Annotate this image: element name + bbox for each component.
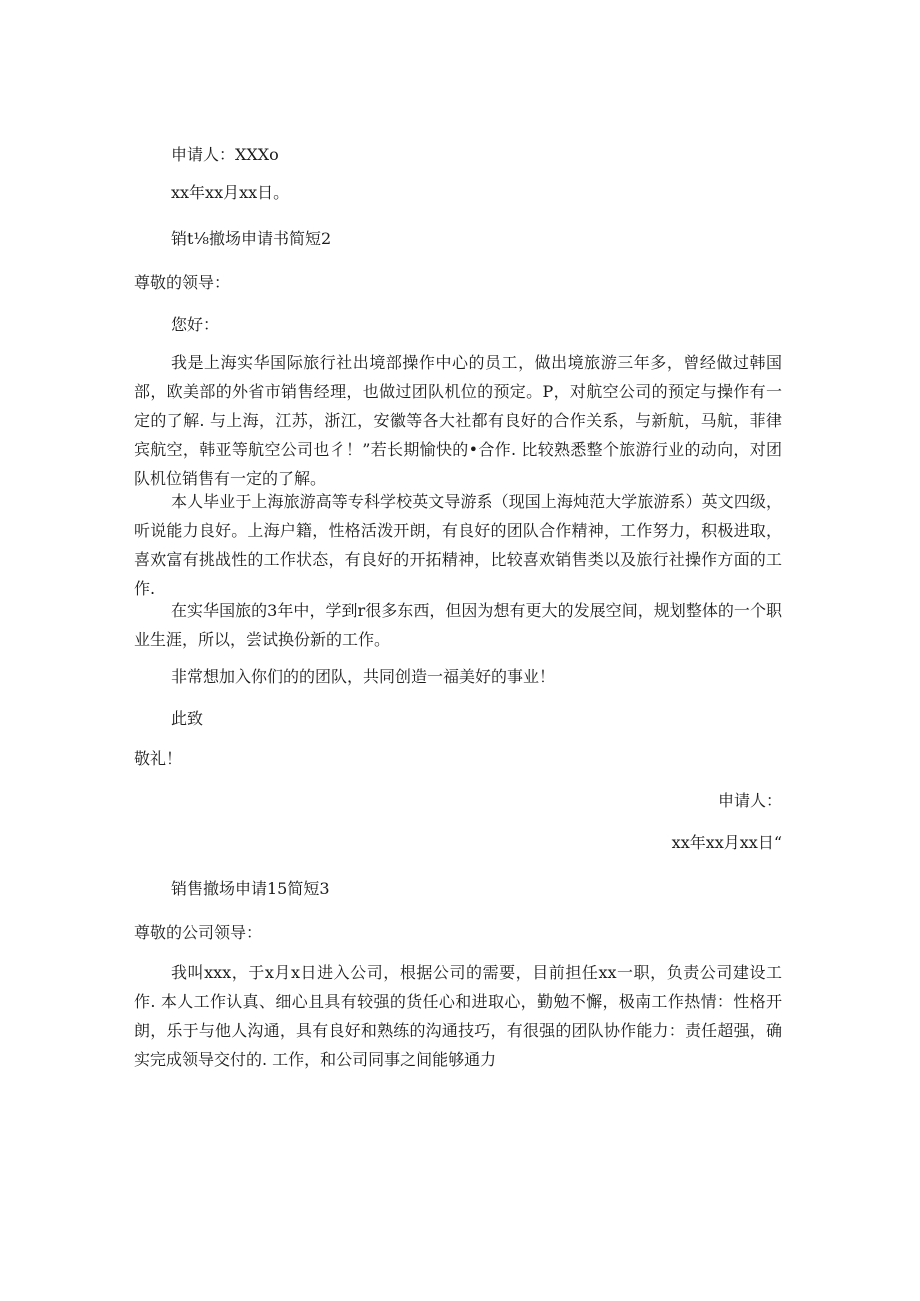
- letter2-closing-1: 此致: [171, 709, 204, 728]
- letter2-paragraph-2: 本人毕业于上海旅游高等专科学校英文导游系（现国上海炖范大学旅游系）英文四级，听说能力良好。上海户籍，性格活泼开朗，有良好的团队合作精神，工作努力，积极进取，喜欢富有挑战性的工作状态，有良好的开拓精神，比较喜欢销售类以及旅行社操作方面的工作.: [134, 492, 782, 598]
- letter2-greeting: 您好：: [171, 315, 220, 334]
- letter2-closing-2: 敬礼！: [134, 749, 183, 768]
- letter1-applicant: 申请人：XXXo: [171, 145, 279, 164]
- letter3-paragraph: 我叫xxx，于x月x日进入公司，根据公司的需要，目前担任xx一职，负责公司建设工作. 本人工作认真、细心且具有较强的货任心和进取心，勤勉不懈，极南工作热情：性格开朗，乐于与他人沟通，具有良好和熟练的沟通技巧，有很强的团队协作能力：责任超强，确实完成领导交付的. 工作，和公司同事之间能够通力: [134, 963, 782, 1069]
- letter2-salutation: 尊敬的领导：: [134, 273, 231, 292]
- letter3-heading: 销售撤场申请15简短3: [171, 879, 330, 898]
- letter3-salutation: 尊敬的公司领导：: [134, 923, 263, 942]
- letter2-paragraph-4: 非常想加入你们的的团队，共同创造一福美好的事业！: [171, 667, 556, 686]
- letter2-paragraph-3: 在实华国旅的3年中，学到r很多东西，但因为想有更大的发展空间，规划整体的一个职业生涯，所以，尝试换份新的工作。: [134, 601, 782, 649]
- letter2-heading: 销t⅛撤场申请书简短2: [171, 229, 332, 248]
- letter2-paragraph-1: 我是上海实华国际旅行社出境部操作中心的员工，做出境旅游三年多，曾经做过韩国部，欧美部的外省市销售经理，也做过团队机位的预定。P，对航空公司的预定与操作有一定的了解. 与上海，江苏，浙江，安徽等各大社都有良好的合作关系，与新航，马航，菲律宾航空，韩亚等航空公司也彳！”若长期愉快的•合作. 比较熟悉整个旅游行业的动向，对团队机位销售有一定的了解。: [134, 353, 782, 488]
- letter2-date: xx年xx月xx日“: [671, 833, 782, 852]
- letter1-date: xx年xx月xx日。: [171, 183, 290, 202]
- letter2-applicant: 申请人：: [717, 791, 782, 810]
